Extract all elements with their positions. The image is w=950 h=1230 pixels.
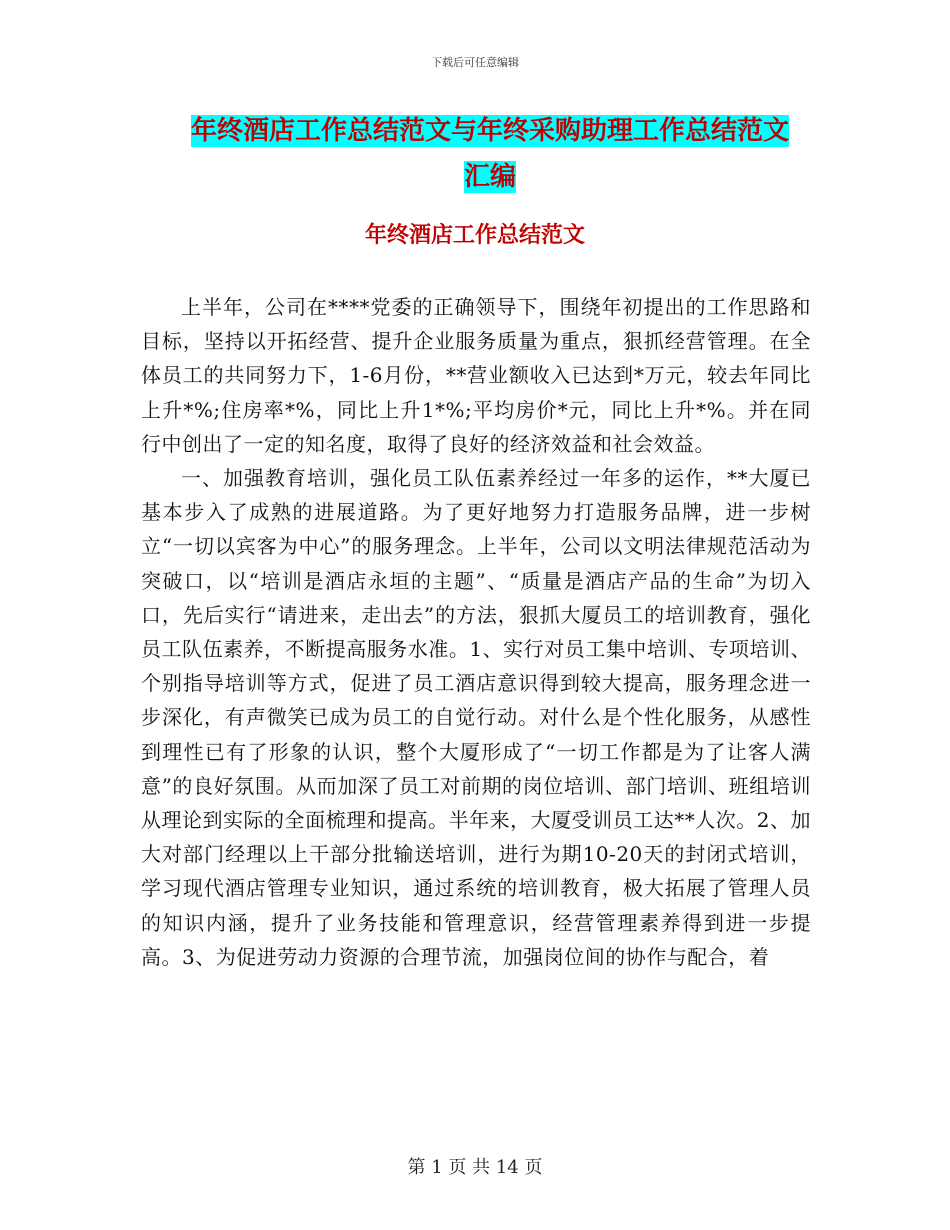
section-title: 年终酒店工作总结范文 xyxy=(364,223,585,248)
header-note: 下载后可任意编辑 xyxy=(431,56,519,69)
body-text xyxy=(141,290,811,974)
paragraph: 上半年，公司在****党委的正确领导下，围绕年初提出的工作思路和目标，坚持以开拓经营、提升企业服务质量为重点，狠抓经营管理。在全体员工的共同努力下，1-6月份，**营业额收入已达到*万元，较去年同比上升*%;住房率*%，同比上升1*%;平均房价*元，同比上升*%。并在同行中创出了一定的知名度，取得了良好的经济效益和社会效益。 xyxy=(141,295,811,456)
page-number: 第 1 页 共 14 页 xyxy=(407,1157,543,1178)
document-title-line-2: 汇编 xyxy=(463,162,516,192)
document-title-line-1: 年终酒店工作总结范文与年终采购助理工作总结范文 xyxy=(190,116,789,146)
document-title xyxy=(140,108,840,200)
paragraph: 一、加强教育培训，强化员工队伍素养经过一年多的运作，**大厦已基本步入了成熟的进展道路。为了更好地努力打造服务品牌，进一步树立“一切以宾客为中心”的服务理念。上半年，公司以文明法律规范活动为突破口，以“培训是酒店永垣的主题”、“质量是酒店产品的生命”为切入口，先后实行“请进来，走出去”的方法，狠抓大厦员工的培训教育，强化员工队伍素养，不断提高服务水准。1、实行对员工集中培训、专项培训、个别指导培训等方式，促进了员工酒店意识得到较大提高，服务理念进一步深化，有声微笑已成为员工的自觉行动。对什么是个性化服务，从感性到理性已有了形象的认识，整个大厦形成了“一切工作都是为了让客人满意”的良好氛围。从而加深了员工对前期的岗位培训、部门培训、班组培训从理论到实际的全面梳理和提高。半年来，大厦受训员工达**人次。2、加大对部门经理以上干部分批输送培训，进行为期10-20天的封闭式培训，学习现代酒店管理专业知识，通过系统的培训教育，极大拓展了管理人员的知识内涵，提升了业务技能和管理意识，经营管理素养得到进一步提高。3、为促进劳动力资源的合理节流，加强岗位间的协作与配合，着 xyxy=(141,466,811,969)
